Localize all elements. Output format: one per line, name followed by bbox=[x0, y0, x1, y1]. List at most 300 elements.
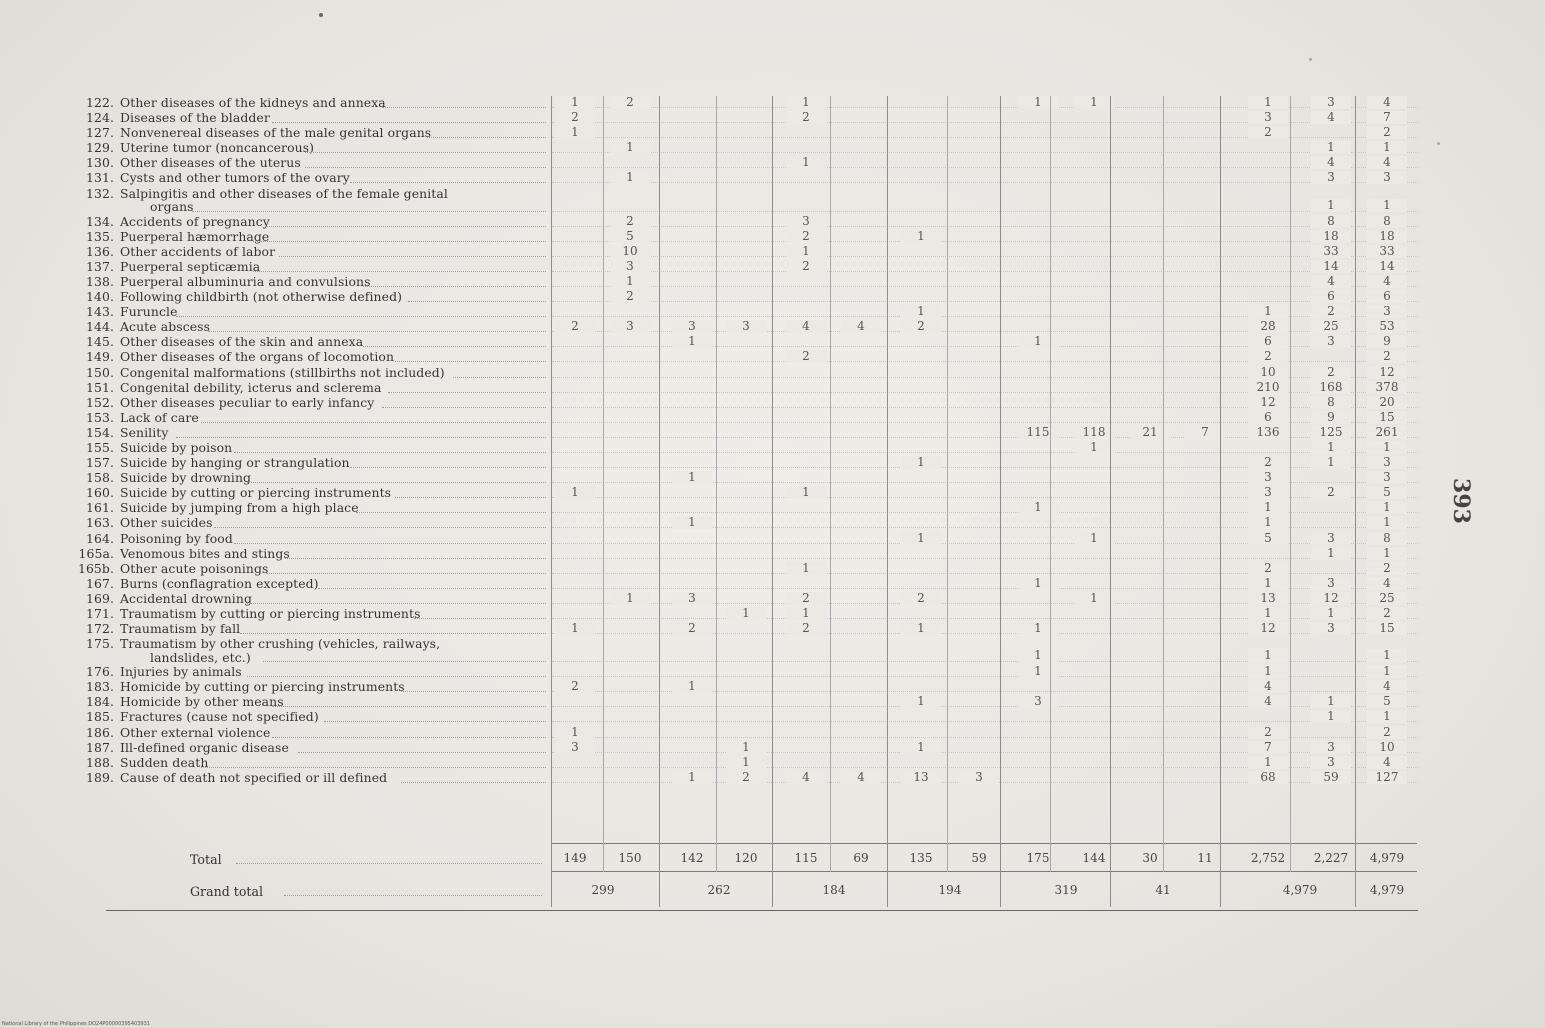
row-dotted-filler bbox=[552, 376, 1418, 378]
row-number: 134. bbox=[86, 213, 114, 229]
row-leader bbox=[247, 675, 546, 677]
table-cell: 5 bbox=[610, 230, 650, 243]
row-leader bbox=[401, 781, 546, 783]
table-cell: 1 bbox=[786, 562, 826, 575]
row-number: 183. bbox=[86, 679, 114, 695]
row-text: Furuncle bbox=[120, 304, 178, 320]
row-leader bbox=[395, 496, 546, 498]
row-dotted-filler bbox=[552, 766, 1418, 768]
table-cell: 5 bbox=[1367, 695, 1407, 708]
table-cell: 1 bbox=[1248, 607, 1288, 620]
row-number: 158. bbox=[86, 470, 114, 486]
row-leader bbox=[350, 181, 546, 183]
table-cell: 2 bbox=[555, 111, 595, 124]
total-cell: 149 bbox=[563, 851, 587, 865]
row-dotted-filler bbox=[552, 542, 1418, 544]
grand-total-cell: 262 bbox=[707, 883, 731, 897]
table-cell: 1 bbox=[1367, 710, 1407, 723]
row-dotted-filler bbox=[552, 660, 1418, 662]
table-cell: 1 bbox=[555, 126, 595, 139]
row-number: 150. bbox=[86, 364, 114, 380]
table-cell: 1 bbox=[1367, 141, 1407, 154]
table-cell: 2 bbox=[1248, 456, 1288, 469]
table-cell: 4 bbox=[1367, 756, 1407, 769]
table-cell: 1 bbox=[672, 335, 712, 348]
table-cell: 3 bbox=[786, 215, 826, 228]
table-cell: 6 bbox=[1248, 411, 1288, 424]
row-dotted-filler bbox=[552, 210, 1418, 212]
table-cell: 4 bbox=[1367, 156, 1407, 169]
row-number: 188. bbox=[86, 754, 114, 770]
row-text: Nonvenereal diseases of the male genital organs bbox=[120, 125, 432, 141]
table-cell: 2 bbox=[610, 215, 650, 228]
table-cell: 1 bbox=[1367, 547, 1407, 560]
row-text: Suicide by poison bbox=[120, 439, 233, 455]
table-cell: 2 bbox=[1311, 305, 1351, 318]
table-cell: 1 bbox=[726, 741, 766, 754]
row-number: 172. bbox=[86, 621, 114, 637]
total-cell: 175 bbox=[1026, 851, 1050, 865]
row-dotted-filler bbox=[552, 391, 1418, 393]
row-text: Puerperal hæmorrhage bbox=[120, 228, 270, 244]
row-text: Homicide by other means bbox=[120, 694, 284, 710]
row-number: 131. bbox=[86, 170, 114, 186]
table-cell: 1 bbox=[1311, 547, 1351, 560]
table-cell: 2 bbox=[786, 350, 826, 363]
row-dotted-filler bbox=[552, 736, 1418, 738]
row-number: 187. bbox=[86, 739, 114, 755]
table-cell: 1 bbox=[786, 245, 826, 258]
row-number: 145. bbox=[86, 334, 114, 350]
row-leader bbox=[247, 481, 546, 483]
table-cell: 28 bbox=[1248, 320, 1288, 333]
table-cell: 1 bbox=[726, 607, 766, 620]
row-leader bbox=[285, 557, 546, 559]
row-dotted-filler bbox=[552, 285, 1418, 287]
table-cell: 1 bbox=[555, 486, 595, 499]
table-cell: 1 bbox=[1018, 577, 1058, 590]
table-cell: 12 bbox=[1311, 592, 1351, 605]
row-text: Puerperal albuminuria and convulsions bbox=[120, 273, 371, 289]
row-leader bbox=[272, 705, 546, 707]
table-cell: 3 bbox=[1311, 622, 1351, 635]
row-number: 140. bbox=[86, 289, 114, 305]
row-leader bbox=[263, 660, 546, 662]
row-dotted-filler bbox=[552, 270, 1418, 272]
table-cell: 2 bbox=[1248, 562, 1288, 575]
row-number: 138. bbox=[86, 273, 114, 289]
table-cell: 1 bbox=[1248, 649, 1288, 662]
table-cell: 4 bbox=[1367, 577, 1407, 590]
table-cell: 3 bbox=[1311, 171, 1351, 184]
total-cell: 120 bbox=[734, 851, 758, 865]
table-cell: 7 bbox=[1185, 426, 1225, 439]
row-leader bbox=[266, 572, 546, 574]
row-leader bbox=[427, 136, 546, 138]
column-rule bbox=[1050, 96, 1051, 872]
table-cell: 4 bbox=[1248, 695, 1288, 708]
row-leader bbox=[395, 360, 546, 362]
table-cell: 21 bbox=[1130, 426, 1170, 439]
table-cell: 1 bbox=[901, 695, 941, 708]
total-cell: 144 bbox=[1082, 851, 1106, 865]
table-cell: 136 bbox=[1248, 426, 1288, 439]
table-cell: 127 bbox=[1367, 771, 1407, 784]
table-cell: 20 bbox=[1367, 396, 1407, 409]
table-cell: 6 bbox=[1311, 290, 1351, 303]
table-cell: 3 bbox=[1018, 695, 1058, 708]
table-cell: 12 bbox=[1248, 622, 1288, 635]
row-text: Burns (conflagration excepted) bbox=[120, 575, 319, 591]
table-cell: 2 bbox=[786, 260, 826, 273]
table-cell: 3 bbox=[610, 260, 650, 273]
table-cell: 5 bbox=[1248, 532, 1288, 545]
table-cell: 1 bbox=[1311, 456, 1351, 469]
row-text: Accidental drowning bbox=[120, 590, 252, 606]
table-cell: 8 bbox=[1311, 215, 1351, 228]
table-cell: 1 bbox=[901, 622, 941, 635]
row-text: Other suicides bbox=[120, 515, 213, 531]
row-dotted-filler bbox=[552, 225, 1418, 227]
table-cell: 2 bbox=[786, 230, 826, 243]
table-cell: 1 bbox=[786, 96, 826, 109]
row-text: Salpingitis and other diseases of the female genital bbox=[120, 185, 448, 201]
table-cell: 3 bbox=[1367, 305, 1407, 318]
table-cell: 2 bbox=[1248, 350, 1288, 363]
table-cell: 9 bbox=[1367, 335, 1407, 348]
row-label-continuation: landslides, etc.) bbox=[150, 649, 251, 665]
footer-credit: National Library of the Philippines DO24P00000395403931 bbox=[2, 1021, 150, 1027]
table-cell: 1 bbox=[672, 771, 712, 784]
row-dotted-filler bbox=[552, 466, 1418, 468]
table-cell: 4 bbox=[786, 771, 826, 784]
row-label-continuation: organs bbox=[150, 199, 194, 215]
row-dotted-filler bbox=[552, 255, 1418, 257]
row-leader bbox=[356, 511, 546, 513]
table-cell: 2 bbox=[672, 622, 712, 635]
row-text: Other diseases of the uterus bbox=[120, 155, 301, 171]
row-number: 165a. bbox=[78, 545, 114, 561]
row-leader bbox=[201, 421, 546, 423]
row-text: Other diseases of the kidneys and annexa bbox=[120, 95, 386, 110]
row-text: Suicide by jumping from a high place bbox=[120, 500, 359, 516]
table-cell: 2 bbox=[1367, 607, 1407, 620]
table-cell: 1 bbox=[1311, 441, 1351, 454]
table-cell: 1 bbox=[1367, 501, 1407, 514]
table-cell: 2 bbox=[1311, 486, 1351, 499]
table-cell: 2 bbox=[1367, 126, 1407, 139]
table-cell: 2 bbox=[786, 111, 826, 124]
column-rule bbox=[1355, 96, 1356, 907]
row-number: 164. bbox=[86, 530, 114, 546]
row-text: Suicide by hanging or strangulation bbox=[120, 455, 350, 471]
table-cell: 4 bbox=[1248, 680, 1288, 693]
row-leader bbox=[201, 766, 546, 768]
row-text: Cysts and other tumors of the ovary bbox=[120, 170, 350, 186]
row-leader bbox=[318, 587, 547, 589]
row-number: 152. bbox=[86, 394, 114, 410]
table-cell: 1 bbox=[1311, 710, 1351, 723]
table-cell: 1 bbox=[1367, 665, 1407, 678]
table-cell: 2 bbox=[901, 592, 941, 605]
table-cell: 1 bbox=[1018, 96, 1058, 109]
grand-total-cell: 4,979 bbox=[1369, 883, 1405, 897]
row-number: 176. bbox=[86, 664, 114, 680]
row-number: 184. bbox=[86, 694, 114, 710]
table-cell: 18 bbox=[1367, 230, 1407, 243]
row-leader bbox=[240, 632, 546, 634]
row-leader bbox=[214, 526, 546, 528]
row-dotted-filler bbox=[552, 451, 1418, 453]
total-rule-top bbox=[551, 843, 1417, 844]
table-cell: 3 bbox=[1311, 741, 1351, 754]
row-dotted-filler bbox=[552, 587, 1418, 589]
table-cell: 3 bbox=[555, 741, 595, 754]
row-text: Traumatism by other crushing (vehicles, railways, bbox=[120, 636, 441, 652]
row-leader bbox=[408, 300, 546, 302]
table-cell: 1 bbox=[555, 726, 595, 739]
table-cell: 2 bbox=[1367, 726, 1407, 739]
table-cell: 2 bbox=[901, 320, 941, 333]
table-cell: 14 bbox=[1367, 260, 1407, 273]
table-cell: 7 bbox=[1248, 741, 1288, 754]
total-cell: 115 bbox=[794, 851, 818, 865]
row-text: Sudden death bbox=[120, 754, 209, 770]
table-cell: 118 bbox=[1074, 426, 1114, 439]
table-cell: 13 bbox=[901, 771, 941, 784]
row-text: Puerperal septicæmia bbox=[120, 258, 261, 274]
table-cell: 15 bbox=[1367, 411, 1407, 424]
table-cell: 15 bbox=[1367, 622, 1407, 635]
table-cell: 125 bbox=[1311, 426, 1351, 439]
row-number: 136. bbox=[86, 243, 114, 259]
table-cell: 4 bbox=[841, 320, 881, 333]
table-cell: 1 bbox=[1018, 649, 1058, 662]
row-dotted-filler bbox=[552, 421, 1418, 423]
total-cell: 2,752 bbox=[1250, 851, 1286, 865]
ink-speck bbox=[1437, 142, 1440, 145]
row-text: Ill-defined organic disease bbox=[120, 739, 289, 755]
row-dotted-filler bbox=[552, 436, 1418, 438]
table-cell: 1 bbox=[1248, 577, 1288, 590]
table-cell: 3 bbox=[1367, 456, 1407, 469]
table-cell: 1 bbox=[1074, 532, 1114, 545]
row-number: 124. bbox=[86, 110, 114, 126]
row-leader bbox=[253, 240, 546, 242]
row-text: Suicide by drowning bbox=[120, 470, 252, 486]
row-number: 144. bbox=[86, 319, 114, 335]
row-leader bbox=[363, 345, 546, 347]
row-dotted-filler bbox=[552, 496, 1418, 498]
bottom-rule bbox=[106, 910, 1418, 911]
row-leader bbox=[234, 542, 546, 544]
table-cell: 13 bbox=[1248, 592, 1288, 605]
grand-total-cell: 319 bbox=[1054, 883, 1078, 897]
table-cell: 1 bbox=[610, 171, 650, 184]
table-cell: 3 bbox=[672, 592, 712, 605]
table-cell: 4 bbox=[1367, 96, 1407, 109]
table-cell: 1 bbox=[901, 305, 941, 318]
row-leader bbox=[382, 106, 546, 108]
row-leader bbox=[176, 436, 546, 438]
row-leader bbox=[305, 166, 546, 168]
row-text: Fractures (cause not specified) bbox=[120, 709, 319, 725]
grand-total-cell: 41 bbox=[1155, 883, 1171, 897]
row-text: Cause of death not specified or ill defined bbox=[120, 769, 388, 785]
table-cell: 3 bbox=[672, 320, 712, 333]
column-rule bbox=[603, 96, 604, 872]
grand-total-cell: 4,979 bbox=[1282, 883, 1318, 897]
table-cell: 6 bbox=[1367, 290, 1407, 303]
table-cell: 3 bbox=[1248, 471, 1288, 484]
row-dotted-filler bbox=[552, 557, 1418, 559]
table-cell: 12 bbox=[1367, 366, 1407, 379]
row-text: Other acute poisonings bbox=[120, 560, 269, 576]
table-cell: 115 bbox=[1018, 426, 1058, 439]
row-dotted-filler bbox=[552, 136, 1418, 138]
table-cell: 1 bbox=[786, 156, 826, 169]
table-cell: 7 bbox=[1367, 111, 1407, 124]
row-dotted-filler bbox=[552, 151, 1418, 153]
row-dotted-filler bbox=[552, 511, 1418, 513]
row-number: 163. bbox=[86, 515, 114, 531]
row-number: 149. bbox=[86, 349, 114, 365]
table-cell: 10 bbox=[1248, 366, 1288, 379]
row-number: 151. bbox=[86, 379, 114, 395]
row-leader bbox=[279, 255, 546, 257]
table-cell: 4 bbox=[1311, 275, 1351, 288]
table-cell: 1 bbox=[1367, 199, 1407, 212]
row-dotted-filler bbox=[552, 106, 1418, 108]
table-cell: 1 bbox=[1248, 305, 1288, 318]
table-cell: 1 bbox=[901, 456, 941, 469]
row-text: Congenital malformations (stillbirths not included) bbox=[120, 364, 445, 380]
table-cell: 1 bbox=[1311, 199, 1351, 212]
table-cell: 3 bbox=[1248, 486, 1288, 499]
row-leader bbox=[266, 225, 546, 227]
table-cell: 1 bbox=[1248, 96, 1288, 109]
row-number: 161. bbox=[86, 500, 114, 516]
row-dotted-filler bbox=[552, 360, 1418, 362]
total-cell: 11 bbox=[1197, 851, 1213, 865]
table-cell: 53 bbox=[1367, 320, 1407, 333]
table-cell: 12 bbox=[1248, 396, 1288, 409]
row-number: 157. bbox=[86, 455, 114, 471]
grand-total-label: Grand total bbox=[190, 884, 264, 899]
table-cell: 2 bbox=[786, 622, 826, 635]
table-cell: 1 bbox=[555, 96, 595, 109]
row-leader bbox=[388, 391, 546, 393]
page-number: 393 bbox=[1447, 478, 1474, 524]
table-cell: 3 bbox=[1311, 577, 1351, 590]
table-cell: 25 bbox=[1367, 592, 1407, 605]
table-cell: 1 bbox=[610, 592, 650, 605]
row-leader bbox=[453, 376, 546, 378]
table-cell: 4 bbox=[786, 320, 826, 333]
row-number: 143. bbox=[86, 304, 114, 320]
row-leader bbox=[208, 330, 546, 332]
table-cell: 1 bbox=[786, 486, 826, 499]
row-number: 130. bbox=[86, 155, 114, 171]
row-dotted-filler bbox=[552, 315, 1418, 317]
row-text: Other diseases of the organs of locomotion bbox=[120, 349, 395, 365]
row-dotted-filler bbox=[552, 751, 1418, 753]
table-cell: 4 bbox=[1311, 156, 1351, 169]
row-text: Accidents of pregnancy bbox=[120, 213, 270, 229]
table-cell: 1 bbox=[1248, 516, 1288, 529]
table-cell: 2 bbox=[1367, 350, 1407, 363]
table-cell: 378 bbox=[1367, 381, 1407, 394]
table-cell: 2 bbox=[555, 320, 595, 333]
column-rule bbox=[830, 96, 831, 872]
total-cell: 30 bbox=[1142, 851, 1158, 865]
table-cell: 1 bbox=[1248, 501, 1288, 514]
row-text: Senility bbox=[120, 424, 169, 440]
table-cell: 8 bbox=[1367, 215, 1407, 228]
table-cell: 3 bbox=[610, 320, 650, 333]
table-cell: 8 bbox=[1311, 396, 1351, 409]
table-cell: 1 bbox=[555, 622, 595, 635]
table-cell: 9 bbox=[1311, 411, 1351, 424]
table-cell: 1 bbox=[1367, 441, 1407, 454]
total-rule-middle bbox=[551, 871, 1417, 872]
table-cell: 168 bbox=[1311, 381, 1351, 394]
table-cell: 1 bbox=[901, 230, 941, 243]
row-number: 132. bbox=[86, 185, 114, 201]
table-cell: 3 bbox=[1248, 111, 1288, 124]
table-cell: 2 bbox=[786, 592, 826, 605]
row-leader bbox=[324, 720, 546, 722]
row-dotted-filler bbox=[552, 166, 1418, 168]
row-dotted-filler bbox=[552, 705, 1418, 707]
table-cell: 1 bbox=[1018, 501, 1058, 514]
table-cell: 33 bbox=[1311, 245, 1351, 258]
table-cell: 1 bbox=[1367, 649, 1407, 662]
grand-total-cell: 194 bbox=[938, 883, 962, 897]
column-rule bbox=[659, 96, 660, 907]
row-dotted-filler bbox=[552, 181, 1418, 183]
table-cell: 2 bbox=[1248, 126, 1288, 139]
grand-total-cell: 299 bbox=[591, 883, 615, 897]
row-number: 189. bbox=[86, 769, 114, 785]
row-number: 175. bbox=[86, 636, 114, 652]
table-cell: 3 bbox=[1311, 96, 1351, 109]
grand-total-leader bbox=[284, 894, 542, 896]
table-cell: 1 bbox=[672, 516, 712, 529]
table-cell: 3 bbox=[1367, 471, 1407, 484]
row-number: 169. bbox=[86, 590, 114, 606]
row-leader bbox=[298, 751, 546, 753]
row-number: 167. bbox=[86, 575, 114, 591]
row-number: 171. bbox=[86, 606, 114, 621]
column-rule bbox=[1110, 96, 1111, 907]
row-text: Injuries by animals bbox=[120, 664, 242, 680]
row-leader bbox=[253, 270, 546, 272]
table-cell: 3 bbox=[726, 320, 766, 333]
table-cell: 14 bbox=[1311, 260, 1351, 273]
table-cell: 2 bbox=[610, 96, 650, 109]
column-rule bbox=[1220, 96, 1221, 907]
grand-total-cell: 184 bbox=[822, 883, 846, 897]
table-cell: 59 bbox=[1311, 771, 1351, 784]
row-text: Congenital debility, icterus and sclerema bbox=[120, 379, 382, 395]
table-cell: 1 bbox=[1074, 592, 1114, 605]
row-text: Acute abscess bbox=[120, 319, 211, 335]
table-cell: 1 bbox=[610, 275, 650, 288]
table-cell: 25 bbox=[1311, 320, 1351, 333]
total-cell: 69 bbox=[853, 851, 869, 865]
table-cell: 1 bbox=[1311, 607, 1351, 620]
